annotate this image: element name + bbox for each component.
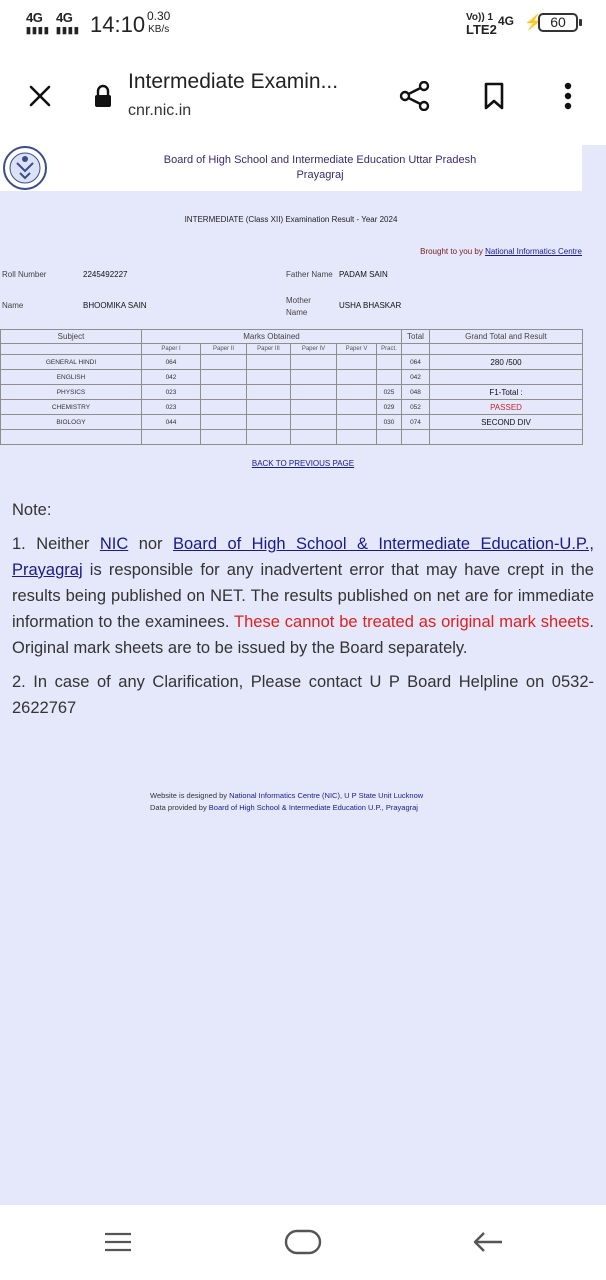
cell-total: 048 [402,385,430,400]
nic-link[interactable]: National Informatics Centre [485,247,582,256]
cell-total: 064 [402,355,430,370]
net-speed [147,9,170,37]
share-icon[interactable] [398,80,432,112]
cell-empty [201,430,247,445]
footer-board: Board of High School & Intermediate Education U.P., Prayagraj [208,803,418,812]
subheader-practical: Pract. [377,344,402,355]
signal-1 [26,12,50,36]
mother-name-label [286,295,311,319]
cell-paper-5 [337,385,377,400]
cell-result-status: PASSED [430,400,583,415]
name-label: Name [2,301,24,310]
page-content [0,145,606,1205]
cell-total: 052 [402,400,430,415]
signal-2 [56,12,80,36]
cell-paper-3 [247,385,291,400]
cell-total: 074 [402,415,430,430]
note-1-warning: These cannot be treated as original mark sheets [234,613,590,631]
cell-division: SECOND DIV [430,415,583,430]
android-nav-bar [0,1205,606,1280]
cell-paper-3 [247,400,291,415]
subheader-paper-5: Paper V [337,344,377,355]
name-value: BHOOMIKA SAIN [83,301,147,310]
board-note-link[interactable]: Board of High School & Intermediate Education-U.P., Prayagraj [12,535,594,579]
volte-indicator [466,12,497,36]
cell-subject: BIOLOGY [1,415,142,430]
cell-paper-1: 064 [142,355,201,370]
subheader-paper-1: Paper I [142,344,201,355]
cell-paper-1: 042 [142,370,201,385]
footer-line-1 [150,790,423,802]
note-1 [12,531,594,661]
cell-empty [430,430,583,445]
back-arrow-icon[interactable] [470,1227,506,1257]
mother-label-line1: Mother [286,296,311,305]
note-1-text-b: nor [128,535,173,553]
cell-subject: PHYSICS [1,385,142,400]
home-icon[interactable] [282,1227,324,1257]
up-board-logo [0,145,50,191]
cell-paper-1: 023 [142,385,201,400]
close-icon[interactable] [26,82,54,110]
subheader-paper-2: Paper II [201,344,247,355]
cell-paper-2 [201,385,247,400]
cell-subject: ENGLISH [1,370,142,385]
cell-practical [377,355,402,370]
brought-by [420,247,582,256]
page-footer [150,790,423,814]
footer-line-2 [150,802,423,814]
nic-note-link[interactable]: NIC [99,535,129,553]
father-name-value: PADAM SAIN [339,270,388,279]
cell-grand-total: 280 /500 [430,355,583,370]
board-name: Board of High School and Intermediate Education Uttar Pradesh [163,154,477,166]
cell-paper-5 [337,355,377,370]
cell-empty [291,430,337,445]
lock-icon[interactable] [92,82,114,110]
volte-line1: Vo)) 1 [466,12,494,23]
note-2: 2. In case of any Clarification, Please contact U P Board Helpline on 0532-2622767 [12,673,594,717]
cell-paper-5 [337,415,377,430]
note-1-text-c: is responsible for any inadvertent error that may have crept in the results being published on NET. The results published on net are for immediate information to the examinees. [12,561,594,631]
subheader-paper-3: Paper III [247,344,291,355]
cell-paper-2 [201,400,247,415]
mother-label-line2: Name [286,308,308,317]
cell-empty [247,430,291,445]
page-title[interactable]: Intermediate Examin... [128,70,339,93]
signal-bars-icon: ▮▮▮▮ [26,25,50,35]
header-total: Total [402,330,430,344]
cell-paper-1: 023 [142,400,201,415]
cell-result [430,370,583,385]
clock: 14:10 [90,12,146,37]
cell-practical: 025 [377,385,402,400]
status-bar [0,0,606,50]
cell-paper-5 [337,400,377,415]
cell-paper-3 [247,355,291,370]
footer-l1-prefix: Website is designed by [150,791,230,800]
subheader-empty-subject [1,344,142,355]
roll-number-value: 2245492227 [83,270,128,279]
url-host[interactable]: cnr.nic.in [128,102,192,119]
cell-paper-4 [291,400,337,415]
net-speed-value: 0.30 [147,9,171,23]
cell-paper-4 [291,385,337,400]
subheader-paper-4: Paper IV [291,344,337,355]
footer-nic: National Informatics Centre (NIC), U P State Unit Lucknow [229,791,424,800]
notes-section [12,497,594,729]
marks-table [0,329,583,445]
table-row [1,370,583,385]
cell-empty [142,430,201,445]
header-subject: Subject [1,330,142,344]
recent-apps-icon[interactable] [100,1227,136,1257]
table-row [1,355,583,370]
header-marks-obtained: Marks Obtained [142,330,402,344]
cell-paper-4 [291,370,337,385]
cell-empty [377,430,402,445]
notes-heading: Note: [12,501,52,519]
board-title [80,153,560,183]
cell-result-label: F1-Total : [430,385,583,400]
cell-subject: CHEMISTRY [1,400,142,415]
header-grand-total: Grand Total and Result [430,330,583,344]
cell-paper-2 [201,415,247,430]
subheader-empty-grand [430,344,583,355]
cell-paper-4 [291,355,337,370]
cell-subject: GENERAL HINDI [1,355,142,370]
back-to-previous-link[interactable]: BACK TO PREVIOUS PAGE [251,459,355,468]
battery-icon: 60 [538,13,578,32]
table-row-empty [1,430,583,445]
cell-empty [1,430,142,445]
charging-icon: ⚡ [524,14,543,31]
cell-paper-5 [337,370,377,385]
cell-empty [402,430,430,445]
cell-paper-1: 044 [142,415,201,430]
board-header [0,145,582,191]
more-vert-icon[interactable] [558,80,578,112]
browser-toolbar [0,50,606,145]
cell-practical [377,370,402,385]
footer-l2-prefix: Data provided by [150,803,209,812]
network-type-1: 4G [26,10,43,25]
bookmark-icon[interactable] [481,80,507,112]
brought-by-prefix: Brought to you by [420,247,483,256]
cell-paper-3 [247,415,291,430]
board-city: Prayagraj [296,169,344,181]
cell-paper-4 [291,415,337,430]
cell-total: 042 [402,370,430,385]
volte-line2: LTE2 [466,22,497,37]
exam-title: INTERMEDIATE (Class XII) Examination Result - Year 2024 [184,215,398,224]
cell-practical: 029 [377,400,402,415]
network-type-3: 4G [498,14,515,28]
table-row [1,385,583,400]
father-name-label: Father Name [286,270,333,279]
cell-paper-2 [201,355,247,370]
note-1-text-d: . Original mark sheets are to be issued by the Board separately. [12,613,594,657]
table-header-row [1,330,583,344]
table-row [1,400,583,415]
table-subheader-row [1,344,583,355]
cell-practical: 030 [377,415,402,430]
network-type-2: 4G [56,10,73,25]
note-1-text-a: 1. Neither [12,535,100,553]
cell-paper-2 [201,370,247,385]
table-row [1,415,583,430]
net-speed-unit: KB/s [148,24,170,35]
cell-empty [337,430,377,445]
cell-paper-3 [247,370,291,385]
mother-name-value: USHA BHASKAR [339,301,402,310]
signal-bars-icon: ▮▮▮▮ [56,25,80,35]
subheader-empty-total [402,344,430,355]
roll-number-label: Roll Number [2,270,47,279]
